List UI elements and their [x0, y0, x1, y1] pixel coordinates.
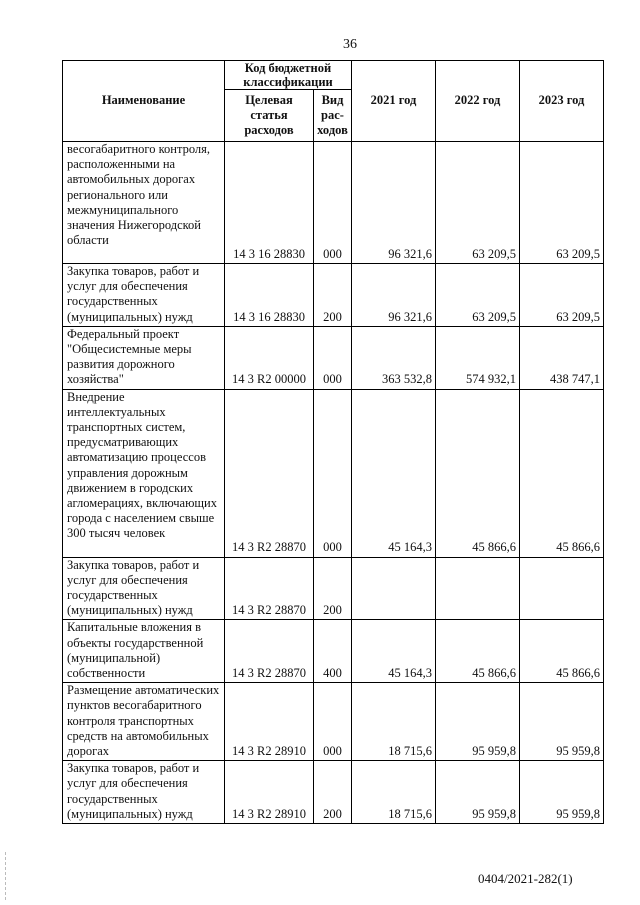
table-row — [63, 389, 604, 557]
row-value-2021: 96 321,6 — [352, 264, 436, 327]
row-name — [63, 142, 225, 264]
row-target-item: 14 3 R2 28910 — [225, 683, 314, 761]
table-row — [63, 326, 604, 389]
page-number: 36 — [343, 37, 357, 52]
row-value-2023: 63 209,5 — [520, 264, 604, 327]
row-name-text: Капитальные вложения в объекты государственной (муниципальной) собственности — [67, 620, 204, 681]
row-expense-type: 200 — [314, 264, 352, 327]
row-target-item: 14 3 16 28830 — [225, 142, 314, 264]
row-name-text: Внедрение интеллектуальных транспортных систем, предусматривающих автоматизацию процессов управления дорожным движением в городских агломерациях, включающих города с населением свыше 300 тысяч человек — [67, 389, 217, 541]
row-value-2023: 63 209,5 — [520, 142, 604, 264]
header-year-2021: 2021 год — [352, 61, 436, 142]
row-name — [63, 557, 225, 620]
row-target-item: 14 3 R2 28870 — [225, 389, 314, 557]
row-value-2021: 363 532,8 — [352, 326, 436, 389]
row-target-item: 14 3 R2 00000 — [225, 326, 314, 389]
header-code-group: Код бюджетной классификации — [225, 61, 352, 90]
row-value-2022: 574 932,1 — [436, 326, 520, 389]
budget-table — [62, 60, 604, 824]
row-value-2021: 18 715,6 — [352, 683, 436, 761]
row-name — [63, 264, 225, 327]
table-row — [63, 683, 604, 761]
row-value-2023: 45 866,6 — [520, 620, 604, 683]
row-name-text: Закупка товаров, работ и услуг для обеспечения государственных (муниципальных) нужд — [67, 264, 200, 324]
document-code: 0404/2021-282(1) — [478, 871, 573, 886]
row-expense-type: 200 — [314, 761, 352, 824]
row-name-text: Размещение автоматических пунктов весогабаритного контроля транспортных средств на автомобильных дорогах — [67, 683, 220, 759]
row-target-item: 14 3 R2 28870 — [225, 557, 314, 620]
row-name — [63, 683, 225, 761]
row-name — [63, 761, 225, 824]
row-target-item: 14 3 16 28830 — [225, 264, 314, 327]
scan-margin-mark — [5, 852, 6, 900]
row-name — [63, 389, 225, 557]
row-value-2023: 45 866,6 — [520, 389, 604, 557]
header-year-2022: 2022 год — [436, 61, 520, 142]
row-value-2023: 438 747,1 — [520, 326, 604, 389]
row-target-item: 14 3 R2 28870 — [225, 620, 314, 683]
table-row — [63, 620, 604, 683]
row-value-2023: 95 959,8 — [520, 761, 604, 824]
row-value-2023: 95 959,8 — [520, 683, 604, 761]
table-row — [63, 557, 604, 620]
row-expense-type: 400 — [314, 620, 352, 683]
row-value-2022: 63 209,5 — [436, 142, 520, 264]
row-value-2021 — [352, 557, 436, 620]
row-name-text: Закупка товаров, работ и услуг для обеспечения государственных (муниципальных) нужд — [67, 557, 200, 618]
row-name-text: Закупка товаров, работ и услуг для обеспечения государственных (муниципальных) нужд — [67, 761, 200, 821]
row-value-2022: 45 866,6 — [436, 389, 520, 557]
header-target-item: Целевая статья расходов — [225, 90, 314, 142]
row-name-text: Федеральный проект "Общесистемные меры развития дорожного хозяйства" — [67, 326, 192, 387]
row-expense-type: 000 — [314, 142, 352, 264]
row-value-2022: 45 866,6 — [436, 620, 520, 683]
row-value-2022 — [436, 557, 520, 620]
row-expense-type: 000 — [314, 389, 352, 557]
table-row — [63, 761, 604, 824]
table-row — [63, 142, 604, 264]
row-expense-type: 000 — [314, 326, 352, 389]
header-name: Наименование — [63, 61, 225, 142]
row-value-2022: 95 959,8 — [436, 761, 520, 824]
row-name — [63, 620, 225, 683]
row-value-2021: 45 164,3 — [352, 620, 436, 683]
row-expense-type: 200 — [314, 557, 352, 620]
row-value-2023 — [520, 557, 604, 620]
row-target-item: 14 3 R2 28910 — [225, 761, 314, 824]
row-value-2022: 63 209,5 — [436, 264, 520, 327]
row-value-2022: 95 959,8 — [436, 683, 520, 761]
table-header — [63, 61, 604, 142]
header-expense-type: Вид рас-ходов — [314, 90, 352, 142]
row-value-2021: 96 321,6 — [352, 142, 436, 264]
row-name — [63, 326, 225, 389]
header-year-2023: 2023 год — [520, 61, 604, 142]
row-expense-type: 000 — [314, 683, 352, 761]
row-name-text: весогабаритного контроля, расположенными на автомобильных дорогах регионального или межмуниципального значения Нижегородской области — [67, 142, 211, 248]
row-value-2021: 18 715,6 — [352, 761, 436, 824]
table-row — [63, 264, 604, 327]
row-value-2021: 45 164,3 — [352, 389, 436, 557]
